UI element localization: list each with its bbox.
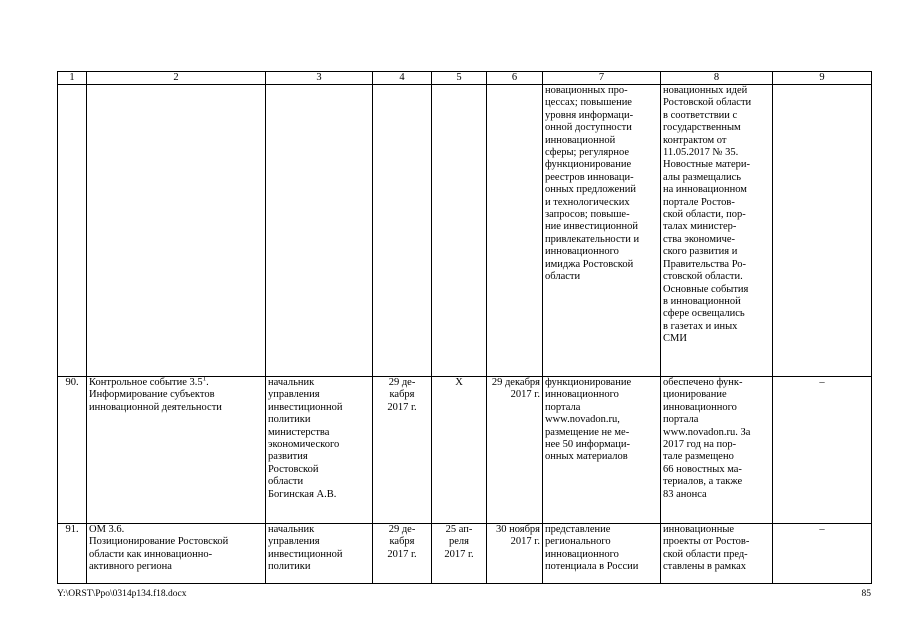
row90-col8	[661, 377, 773, 524]
cont-col8-line: контрактом от	[663, 134, 727, 146]
row91-col8	[661, 524, 773, 584]
cont-col8-line: алы размещались	[663, 171, 742, 183]
cont-col8-line: ского развития и	[663, 246, 738, 258]
cont-col8-line: новационных идей	[663, 85, 748, 96]
row90-col3-line: управления	[268, 389, 320, 401]
row90-col3-line: начальник	[268, 377, 315, 388]
cont-col8-line: стовской области.	[663, 271, 743, 283]
row91-col6-line: 2017 г.	[510, 536, 540, 548]
cont-col8-line: государственным	[663, 122, 741, 134]
row90-col3-line: Ростовской	[268, 463, 319, 475]
cont-col8-line: ства экономиче-	[663, 233, 736, 245]
row90-col2-rest	[89, 389, 263, 414]
row90-col9: –	[773, 377, 872, 524]
row90-col8-line: инновационного	[663, 401, 737, 413]
row90-col3-line: области	[268, 476, 304, 488]
row91-col3	[266, 524, 373, 584]
row91-col4-line: кабря	[389, 536, 415, 548]
row90-col2-title-end: .	[206, 377, 209, 388]
document-table	[57, 71, 872, 584]
row90-col8-line: обеспечено функ-	[663, 377, 743, 388]
row90-col6	[487, 377, 543, 524]
footer-page-number: 85	[861, 589, 871, 599]
row91-col8-line: ставлены в рамках	[663, 561, 747, 573]
row90-col7-line: инновационного	[545, 389, 619, 401]
row90-col6-line: 2017 г.	[510, 389, 540, 401]
row91-col4-line: 2017 г.	[387, 548, 417, 560]
header-cell-6: 6	[487, 72, 543, 85]
cont-col7-line: онной доступности	[545, 122, 632, 134]
row91-col2-line: ОМ 3.6.	[89, 524, 125, 535]
row90-col7-line: размещение не ме-	[545, 426, 630, 438]
row90-col2-rest-line: Информирование субъектов	[89, 389, 215, 401]
row90-number: 90.	[58, 377, 87, 524]
cont-col7-line: уровня информаци-	[545, 109, 634, 121]
cont-col7-line: инновационной	[545, 134, 616, 146]
row91-col4-line: 29 де-	[388, 524, 416, 535]
row90-col3-line: Богинская А.В.	[268, 488, 337, 500]
header-cell-7: 7	[543, 72, 661, 85]
row90-col4	[373, 377, 432, 524]
row90-col3-line: инвестиционной	[268, 401, 343, 413]
cont-col3	[266, 85, 373, 377]
header-cell-3: 3	[266, 72, 373, 85]
cont-col7-line: запросов; повыше-	[545, 209, 630, 221]
row90-col8-line: 83 анонса	[663, 488, 707, 500]
row91-col2	[87, 524, 266, 584]
row90-col8-line: портала	[663, 414, 699, 426]
cont-col8-line: 11.05.2017 № 35.	[663, 147, 739, 159]
row90-col5: Х	[432, 377, 487, 524]
row90-col3-line: развития	[268, 451, 308, 463]
cont-col8-line: сфере освещались	[663, 308, 745, 320]
cont-col7-line: онных предложений	[545, 184, 637, 196]
row90-col4-line: 29 де-	[388, 377, 416, 388]
row91-col3-line: инвестиционной	[268, 548, 343, 560]
cont-col7-line: и технологических	[545, 196, 630, 208]
row90-col2-title	[89, 377, 209, 388]
row91-col8-line: ской области пред-	[663, 548, 748, 560]
cont-col8-line: Ростовской области	[663, 97, 752, 109]
header-cell-1: 1	[58, 72, 87, 85]
row91-col5-line: 2017 г.	[444, 548, 474, 560]
cont-col8-line: портале Ростов-	[663, 196, 735, 208]
row90-col3-line: экономического	[268, 439, 340, 451]
row90-col2-sup: 1	[202, 376, 207, 383]
row90-col4-line: кабря	[389, 389, 415, 401]
header-cell-8: 8	[661, 72, 773, 85]
row91-col4	[373, 524, 432, 584]
cont-col7-line: имиджа Ростовской	[545, 258, 634, 270]
row91-col9: –	[773, 524, 872, 584]
header-cell-4: 4	[373, 72, 432, 85]
cont-col5	[432, 85, 487, 377]
cont-col7-line: цессах; повышение	[545, 97, 632, 109]
cont-col8-line: в инновационной	[663, 295, 741, 307]
cont-col7-line: инновационного	[545, 246, 619, 258]
row91-col7-line: представление	[545, 524, 611, 535]
row90-col2	[87, 377, 266, 524]
header-row	[58, 72, 872, 85]
row90-col7-line: нее 50 информаци-	[545, 439, 631, 451]
cont-col8-line: Новостные матери-	[663, 159, 751, 171]
row91-col8-line: проекты от Ростов-	[663, 536, 750, 548]
cont-col8-line: в соответствии с	[663, 109, 738, 121]
cont-col6	[487, 85, 543, 377]
row90-col8-line: www.novadon.ru. За	[663, 426, 751, 438]
header-cell-5: 5	[432, 72, 487, 85]
row91-col2-line: Позиционирование Ростовской	[89, 536, 229, 548]
row90-col8-line: тале размещено	[663, 451, 734, 463]
row90-col7-line: www.novadon.ru,	[545, 414, 620, 426]
row91-col7	[543, 524, 661, 584]
row90-col7-line: портала	[545, 401, 581, 413]
row91-col7-line: потенциала в России	[545, 561, 639, 573]
row90-col4-line: 2017 г.	[387, 401, 417, 413]
row91-col3-line: управления	[268, 536, 320, 548]
cont-col9	[773, 85, 872, 377]
row91-number: 91.	[58, 524, 87, 584]
row90-col8-line: 66 новостных ма-	[663, 463, 742, 475]
cont-col7-line: области	[545, 271, 581, 283]
row90-col3-line: политики	[268, 414, 311, 426]
row90-col7	[543, 377, 661, 524]
row91-col7-line: регионального	[545, 536, 611, 548]
table-row-90	[58, 377, 872, 524]
row91-col5-line: реля	[449, 536, 469, 548]
cont-col2	[87, 85, 266, 377]
row91-col3-line: начальник	[268, 524, 315, 535]
cont-col7-line: сферы; регулярное	[545, 147, 630, 159]
cont-col7	[543, 85, 661, 377]
row90-col2-title-text: Контрольное событие 3.5	[89, 377, 203, 388]
cont-col4	[373, 85, 432, 377]
cont-col8-line: талах министер-	[663, 221, 737, 233]
row90-col6-line: 29 декабря	[491, 377, 540, 388]
cont-col8	[661, 85, 773, 377]
cont-col7-line: новационных про-	[545, 85, 628, 96]
cont-col8-line: ской области, пор-	[663, 209, 746, 221]
row90-col7-line: онных материалов	[545, 451, 628, 463]
table-row-91	[58, 524, 872, 584]
cont-col8-line: Правительства Ро-	[663, 258, 747, 270]
cont-col8-line: на инновационном	[663, 184, 747, 196]
row90-col2-rest-line: инновационной деятельности	[89, 401, 222, 413]
cont-col7-line: реестров инноваци-	[545, 171, 634, 183]
cont-col7-line: функционирование	[545, 159, 632, 171]
header-cell-9: 9	[773, 72, 872, 85]
row91-col2-line: области как инновационно-	[89, 548, 213, 560]
row90-col7-line: функционирование	[545, 377, 632, 388]
table-row-continuation	[58, 85, 872, 377]
header-cell-2: 2	[87, 72, 266, 85]
cont-col7-line: ние инвестиционной	[545, 221, 639, 233]
row90-col3-line: министерства	[268, 426, 330, 438]
cont-col8-line: в газетах и иных	[663, 320, 738, 332]
row91-col3-line: политики	[268, 561, 311, 573]
row90-col3	[266, 377, 373, 524]
row91-col6	[487, 524, 543, 584]
cont-col1	[58, 85, 87, 377]
cont-col8-line: Основные события	[663, 283, 749, 295]
footer-file-path: Y:\ORST\Ppo\0314p134.f18.docx	[57, 589, 187, 599]
row90-col8-line: ционирование	[663, 389, 727, 401]
row91-col6-line: 30 ноября	[495, 524, 540, 535]
row91-col2-line: активного региона	[89, 561, 172, 573]
row91-col7-line: инновационного	[545, 548, 619, 560]
row90-col8-line: 2017 год на пор-	[663, 439, 737, 451]
row91-col5	[432, 524, 487, 584]
cont-col7-line: привлекательности и	[545, 233, 640, 245]
row90-col8-line: териалов, а также	[663, 476, 743, 488]
cont-col8-line: СМИ	[663, 333, 687, 345]
row91-col8-line: инновационные	[663, 524, 735, 535]
row91-col5-line: 25 ап-	[445, 524, 473, 535]
